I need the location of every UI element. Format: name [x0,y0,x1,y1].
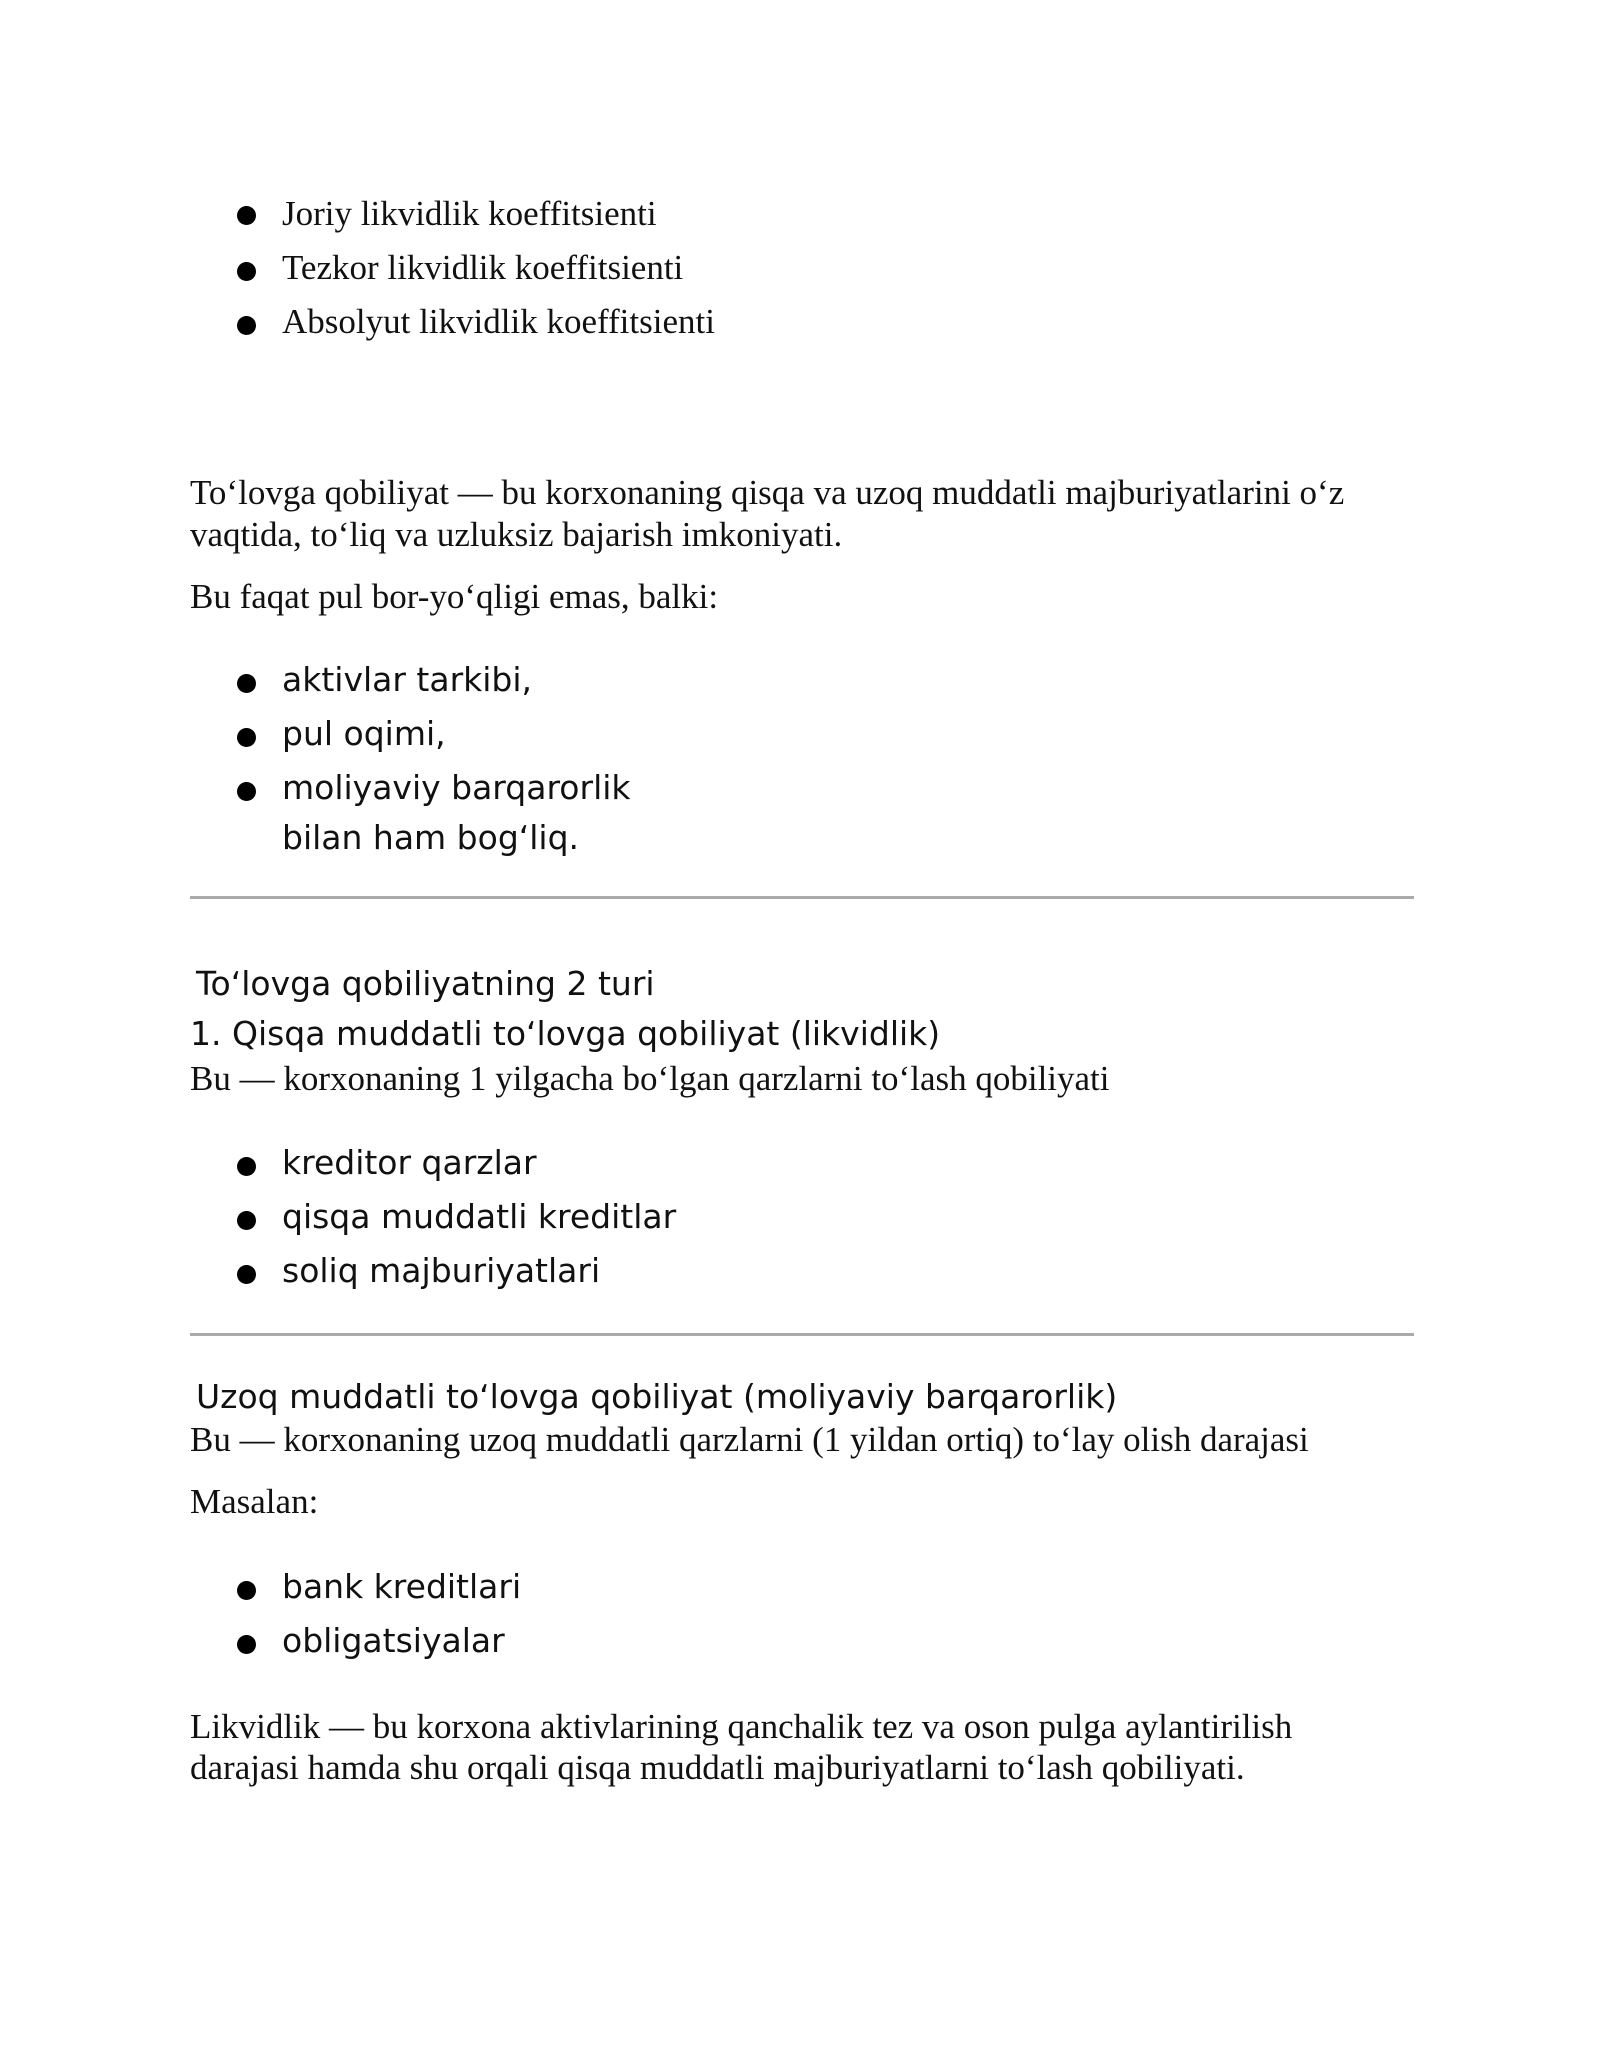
paragraph-line: vaqtida, to‘liq va uzluksiz bajarish imkoniyati. [190,515,843,554]
section-subheading: 1. Qisqa muddatli to‘lovga qobiliyat (likvidlik) [190,1014,941,1053]
list-item: Tezkor likvidlik koeffitsienti [282,248,684,287]
divider [190,896,1414,899]
paragraph: Bu faqat pul bor-yo‘qligi emas, balki: [190,577,719,616]
list-item: pul oqimi, [282,714,446,753]
list-item: soliq majburiyatlari [282,1251,601,1290]
list-item: kreditor qarzlar [282,1143,537,1182]
section-text: Bu — korxonaning 1 yilgacha bo‘lgan qarzlarni to‘lash qobiliyati [190,1059,1110,1098]
list-item: Absolyut likvidlik koeffitsienti [282,302,715,341]
list-item: bank kreditlari [282,1567,522,1606]
example-label: Masalan: [190,1482,319,1521]
bullet-icon [237,782,256,801]
bullet-icon [237,1635,256,1654]
list-item: qisqa muddatli kreditlar [282,1197,677,1236]
divider [190,1333,1414,1336]
list-item: moliyaviy barqarorlik [282,768,631,807]
list-item: obligatsiyalar [282,1621,505,1660]
bullet-icon [237,1265,256,1284]
paragraph-line: darajasi hamda shu orqali qisqa muddatli majburiyatlarni to‘lash qobiliyati. [190,1748,1245,1787]
bullet-icon [237,1211,256,1230]
section-heading: To‘lovga qobiliyatning 2 turi [196,964,655,1003]
bullet-icon [237,1157,256,1176]
list-item: aktivlar tarkibi, [282,660,533,699]
section-text: Bu — korxonaning uzoq muddatli qarzlarni (1 yildan ortiq) to‘lay olish darajasi [190,1420,1309,1459]
section-heading: Uzoq muddatli to‘lovga qobiliyat (moliyaviy barqarorlik) [196,1377,1118,1416]
bullet-icon [237,206,256,225]
paragraph-line: To‘lovga qobiliyat — bu korxonaning qisqa va uzoq muddatli majburiyatlarini o‘z [190,473,1345,512]
bullet-icon [237,728,256,747]
list-item: Joriy likvidlik koeffitsienti [282,194,657,233]
bullet-icon [237,1581,256,1600]
bullet-icon [237,316,256,335]
paragraph-line: Likvidlik — bu korxona aktivlarining qanchalik tez va oson pulga aylantirilish [190,1707,1293,1746]
bullet-icon [237,262,256,281]
list-tail: bilan ham bog‘liq. [282,818,580,857]
bullet-icon [237,674,256,693]
